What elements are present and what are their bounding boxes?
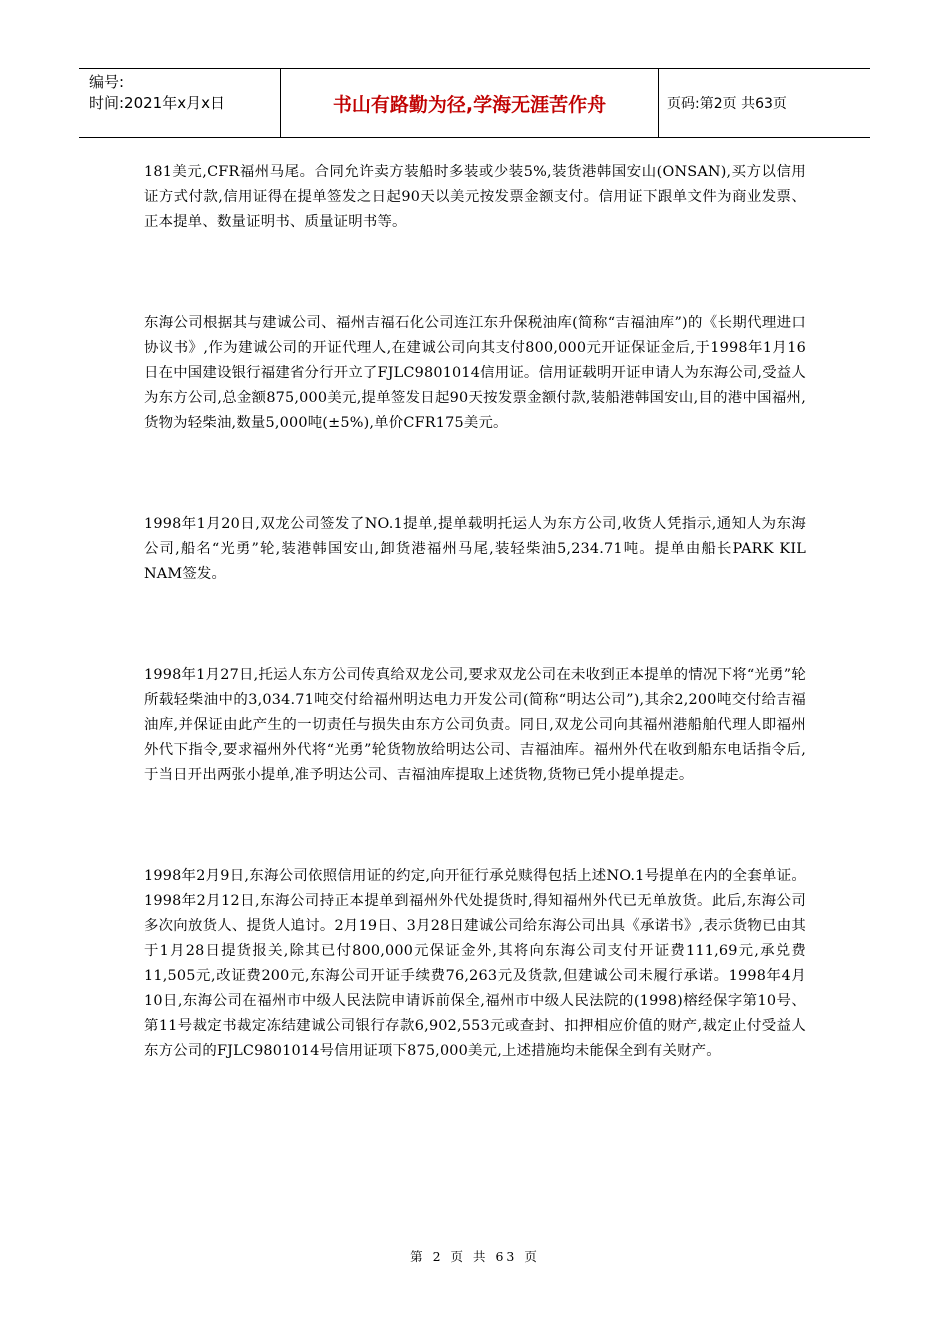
header-motto: 书山有路勤为径,学海无涯苦作舟 (281, 69, 659, 137)
doc-number-label: 编号: (89, 73, 125, 91)
page-header (79, 68, 870, 138)
page-footer: 第 2 页 共 63 页 (410, 1249, 540, 1264)
document-body (144, 160, 806, 1064)
paragraph-5: 1998年2月9日,东海公司依照信用证的约定,向开征行承兑赎得包括上述NO.1号提单在内的全套单证。1998年2月12日,东海公司持正本提单到福州外代处提货时,得知福州外代已无单放货。此后,东海公司多次向放货人、提货人追讨。2月19日、3月28日建诚公司给东海公司出具《承诺书》,表示货物已由其于1月28日提货报关,除其已付800,000元保证金外,其将向东海公司支付开证费111,69元,承兑费11,505元,改证费200元,东海公司开证手续费76,263元及货款,但建诚公司未履行承诺。1998年4月10日,东海公司在福州市中级人民法院申请诉前保全,福州市中级人民法院的(1998)榕经保字第10号、第11号裁定书裁定冻结建诚公司银行存款6,902,553元或查封、扣押相应价值的财产,裁定止付受益人东方公司的FJLC9801014号信用证项下875,000美元,上述措施均未能保全到有关财产。 (144, 868, 806, 1059)
paragraph-1: 181美元,CFR福州马尾。合同允许卖方装船时多装或少装5%,装货港韩国安山(ONSAN),买方以信用证方式付款,信用证得在提单签发之日起90天以美元按发票金额支付。信用证下跟单文件为商业发票、正本提单、数量证明书、质量证明书等。 (144, 164, 806, 230)
header-meta (79, 69, 281, 137)
paragraph-4: 1998年1月27日,托运人东方公司传真给双龙公司,要求双龙公司在未收到正本提单的情况下将“光勇”轮所载轻柴油中的3,034.71吨交付给福州明达电力开发公司(简称“明达公司”),其余2,200吨交付给吉福油库,并保证由此产生的一切责任与损失由东方公司负责。同日,双龙公司向其福州港船舶代理人即福州外代下指令,要求福州外代将“光勇”轮货物放给明达公司、吉福油库。福州外代在收到船东电话指令后,于当日开出两张小提单,准予明达公司、吉福油库提取上述货物,货物已凭小提单提走。 (144, 667, 806, 783)
paragraph-3: 1998年1月20日,双龙公司签发了NO.1提单,提单载明托运人为东方公司,收货人凭指示,通知人为东海公司,船名“光勇”轮,装港韩国安山,卸货港福州马尾,装轻柴油5,234.71吨。提单由船长PARK KIL NAM签发。 (144, 516, 806, 582)
header-page-number: 页码:第2页 共63页 (667, 96, 787, 112)
doc-date-label: 时间:2021年x月x日 (89, 94, 225, 112)
paragraph-2: 东海公司根据其与建诚公司、福州吉福石化公司连江东升保税油库(简称“吉福油库”)的《长期代理进口协议书》,作为建诚公司的开证代理人,在建诚公司向其支付800,000元开证保证金后,于1998年1月16日在中国建设银行福建省分行开立了FJLC9801014信用证。信用证载明开证申请人为东海公司,受益人为东方公司,总金额875,000美元,提单签发日起90天按发票金额付款,装船港韩国安山,目的港中国福州,货物为轻柴油,数量5,000吨(±5%),单价CFR175美元。 (144, 315, 806, 431)
